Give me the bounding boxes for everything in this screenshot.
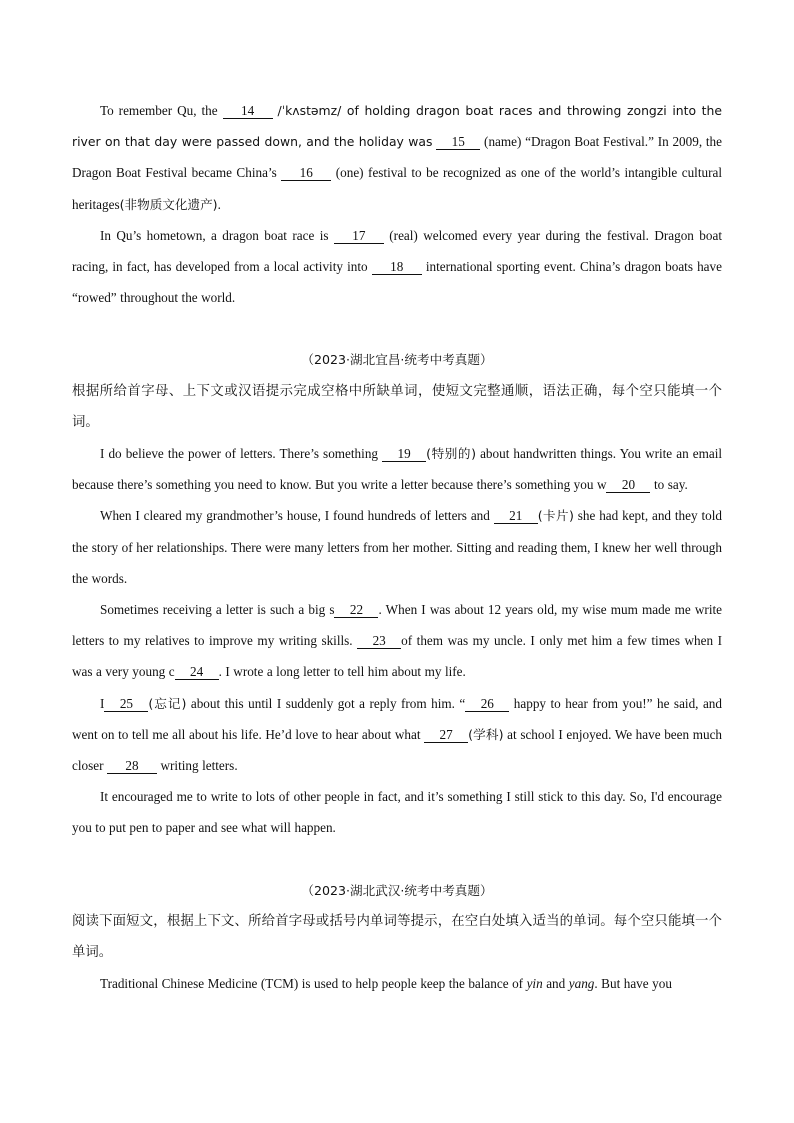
blank-15[interactable]: 15: [436, 135, 480, 150]
section-gap: [72, 313, 722, 344]
text: happy to hear from you!” he said, and went on to tell me all about his life. He’d love to hear about what: [72, 695, 722, 742]
paragraph-tcm: [72, 968, 722, 999]
paragraph-receiving-letter: [72, 594, 722, 688]
paragraph-grandmother-letters: [72, 500, 722, 594]
text: of them was my uncle. I only met him a few times when I was a very young c: [72, 633, 722, 680]
text: . But have you: [594, 976, 672, 992]
paragraph-encouragement: [72, 781, 722, 843]
blank-20[interactable]: 20: [606, 478, 650, 493]
chinese-hint: (非物质文化遗产): [119, 196, 218, 212]
blank-22[interactable]: 22: [334, 603, 378, 618]
text: . When I was about 12 years old, my wise mum made me write letters to my relatives to improve my writing skills.: [72, 602, 722, 649]
text: /ˈkʌstəmz/ of holding dragon boat races and throwing zongzi into the river on that day were passed down, and the holiday was: [72, 103, 723, 150]
chinese-hint: (卡片): [537, 508, 574, 524]
text: . I wrote a long letter to tell him about my life.: [218, 664, 466, 680]
chinese-hint: (学科): [468, 726, 504, 742]
blank-24[interactable]: 24: [175, 665, 219, 680]
blank-25[interactable]: 25: [104, 697, 148, 712]
term-yang: yang: [568, 976, 595, 992]
text: I do believe the power of letters. There’s something: [100, 446, 379, 462]
exam-source-yichang: （2023·湖北宜昌·统考中考真题）: [301, 352, 493, 368]
text: I: [100, 695, 105, 711]
exam-source-wuhan: （2023·湖北武汉·统考中考真题）: [301, 882, 493, 898]
text: about this until I suddenly got a reply from him. “: [190, 695, 466, 711]
paragraph-reply: [72, 688, 722, 782]
blank-14[interactable]: 14: [223, 104, 273, 119]
text: To remember Qu, the: [100, 103, 218, 118]
paragraph-power-of-letters: [72, 438, 722, 500]
text: Traditional Chinese Medicine (TCM) is used to help people keep the balance of: [100, 976, 524, 992]
term-yin: yin: [526, 976, 543, 992]
section-gap: [72, 844, 722, 875]
text: to say.: [653, 477, 688, 493]
blank-21[interactable]: 21: [494, 509, 538, 524]
text: and: [546, 976, 566, 992]
text: .: [217, 196, 221, 212]
chinese-hint: (忘记): [148, 695, 187, 711]
text: When I cleared my grandmother’s house, I found hundreds of letters and: [100, 508, 490, 524]
text: she had kept, and they told the story of her relationships. There were many letters from her mother. Sitting and reading them, I knew her well through the words.: [72, 508, 722, 586]
blank-16[interactable]: 16: [281, 166, 331, 181]
text: international sporting event. China’s dragon boats have “rowed” throughout the world.: [72, 259, 722, 306]
text: It encouraged me to write to lots of other people in fact, and it’s something I still stick to this day. So, I'd encourage you to put pen to paper and see what will happen.: [72, 789, 722, 836]
text: writing letters.: [160, 758, 238, 774]
text: at school I enjoyed. We have been much closer: [72, 726, 723, 774]
chinese-hint: (特别的): [426, 446, 476, 462]
blank-28[interactable]: 28: [107, 759, 157, 774]
blank-17[interactable]: 17: [334, 229, 384, 244]
instructions-wuhan: 阅读下面短文，根据上下文、所给首字母或括号内单词等提示，在空白处填入适当的单词。每个空只能填一个单词。: [72, 913, 722, 961]
blank-19[interactable]: 19: [382, 447, 426, 462]
blank-23[interactable]: 23: [357, 634, 401, 649]
text: (one) festival to be recognized as one of the world’s intangible cultural heritages: [72, 165, 723, 212]
text: Sometimes receiving a letter is such a big s: [100, 602, 335, 618]
text: In Qu’s hometown, a dragon boat race is: [100, 227, 329, 243]
blank-18[interactable]: 18: [372, 260, 422, 275]
text: about handwritten things. You write an email because there’s something you need to know. But you write a letter because there’s something you w: [72, 446, 723, 493]
text: (name) “Dragon Boat Festival.” In 2009, the Dragon Boat Festival became China’s: [72, 134, 723, 181]
blank-26[interactable]: 26: [465, 697, 509, 712]
paragraph-dragon-boat-customs: [72, 95, 722, 220]
instructions-yichang: 根据所给首字母、上下文或汉语提示完成空格中所缺单词，使短文完整通顺，语法正确，每个空只能填一个词。: [72, 383, 722, 430]
blank-27[interactable]: 27: [424, 728, 468, 743]
text: (real) welcomed every year during the festival. Dragon boat racing, in fact, has developed from a local activity into: [72, 227, 722, 275]
paragraph-dragon-boat-race: [72, 220, 722, 314]
